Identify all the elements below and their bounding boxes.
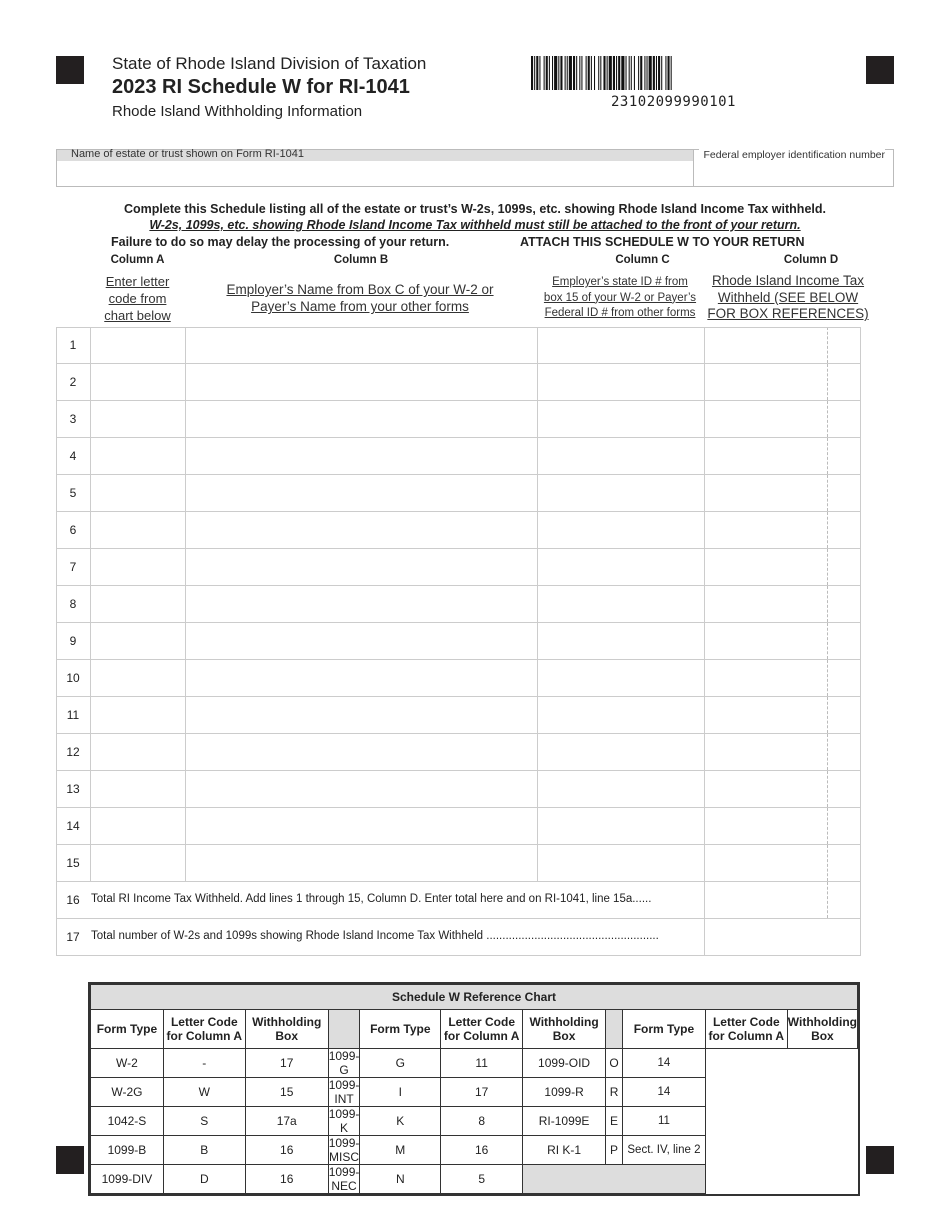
column-b-input[interactable] (185, 438, 537, 474)
line-number: 6 (69, 523, 77, 537)
column-b-description: Employer’s Name from Box C of your W-2 or Payer’s Name from your other forms (226, 282, 494, 314)
column-c-input[interactable] (537, 475, 704, 511)
line-16 (56, 882, 861, 919)
ref-withholding-box: 16 (245, 1136, 328, 1165)
ref-letter-code: S (163, 1107, 245, 1136)
ref-letter-code: G (360, 1049, 441, 1078)
column-b-input[interactable] (185, 475, 537, 511)
column-d-input[interactable] (704, 401, 861, 437)
line-number: 14 (66, 819, 80, 833)
cents-divider (827, 882, 828, 918)
schedule-line (56, 364, 861, 401)
ref-withholding-box: 16 (441, 1136, 523, 1165)
column-a-input[interactable] (90, 549, 185, 585)
schedule-line (56, 512, 861, 549)
column-c-input[interactable] (537, 549, 704, 585)
form-subtitle: Rhode Island Withholding Information (112, 103, 363, 120)
schedule-line (56, 660, 861, 697)
ref-letter-code: R (606, 1078, 623, 1107)
fein-label: Federal employer identification number (699, 149, 885, 161)
column-c-input[interactable] (537, 660, 704, 696)
column-a-input[interactable] (90, 771, 185, 807)
schedule-line (56, 734, 861, 771)
barcode-number: 23102099990101 (610, 94, 736, 110)
line-number: 5 (69, 486, 77, 500)
ref-header-form-type: Form Type (91, 1010, 164, 1049)
ref-withholding-box: 5 (441, 1165, 523, 1194)
ref-form-type: 1099-K (328, 1107, 360, 1135)
column-a-input[interactable] (90, 512, 185, 548)
line-16-total-input[interactable] (704, 882, 861, 918)
column-d-head: Column D (783, 254, 839, 266)
cents-divider (827, 734, 828, 770)
ref-form-type: RI-1099E (523, 1107, 606, 1136)
column-d-input[interactable] (704, 512, 861, 548)
line-number: 16 (66, 893, 80, 907)
column-a-input[interactable] (90, 697, 185, 733)
ref-form-type: W-2 (91, 1049, 164, 1078)
registration-mark-bottom-left (56, 1146, 84, 1174)
cents-divider (827, 549, 828, 585)
column-b-head: Column B (333, 254, 389, 266)
ref-letter-code: W (163, 1078, 245, 1107)
column-d-input[interactable] (704, 697, 861, 733)
ref-withholding-box: 11 (623, 1107, 706, 1136)
name-label: Name of estate or trust shown on Form RI-1041 (71, 148, 304, 160)
instruction-line-1: Complete this Schedule listing all of the estate or trust’s W-2s, 1099s, etc. showing Rhode Island Income Tax withheld. (124, 202, 826, 216)
column-c-input[interactable] (537, 327, 704, 363)
column-a-head: Column A (110, 254, 165, 266)
schedule-line (56, 697, 861, 734)
column-d-input[interactable] (704, 475, 861, 511)
ref-letter-code: O (606, 1049, 623, 1078)
column-a-input[interactable] (90, 734, 185, 770)
line-number: 9 (69, 634, 77, 648)
column-a-input[interactable] (90, 475, 185, 511)
line-number: 11 (66, 708, 80, 722)
column-b-input[interactable] (185, 623, 537, 659)
column-d-description: Rhode Island Income Tax Withheld (SEE BELOW FOR BOX REFERENCES) (707, 273, 869, 321)
cents-divider (827, 586, 828, 622)
column-a-input[interactable] (90, 845, 185, 881)
column-c-input[interactable] (537, 512, 704, 548)
reference-row (91, 1165, 858, 1194)
schedule-line (56, 401, 861, 438)
column-c-head: Column C (615, 254, 670, 266)
column-b-input[interactable] (185, 697, 537, 733)
cents-divider (827, 845, 828, 881)
column-b-input[interactable] (185, 549, 537, 585)
line-number: 7 (69, 560, 77, 574)
ref-letter-code: P (606, 1136, 623, 1165)
schedule-line (56, 475, 861, 512)
ref-letter-code: B (163, 1136, 245, 1165)
ref-withholding-box: 14 (623, 1049, 706, 1078)
line-number: 1 (69, 338, 77, 352)
cents-divider (827, 327, 828, 363)
column-b-input[interactable] (185, 401, 537, 437)
ref-withholding-box: 17 (245, 1049, 328, 1078)
schedule-line (56, 586, 861, 623)
column-c-input[interactable] (537, 438, 704, 474)
ref-letter-code: E (606, 1107, 623, 1136)
column-d-input[interactable] (704, 808, 861, 844)
column-d-input[interactable] (704, 364, 861, 400)
reference-row (91, 1107, 858, 1136)
barcode (531, 56, 816, 90)
ref-withholding-box: 17a (245, 1107, 328, 1136)
ref-letter-code: K (360, 1107, 441, 1136)
line-number: 17 (66, 930, 80, 944)
column-c-description: Employer’s state ID # from box 15 of your W-2 or Payer’s Federal ID # from other forms (543, 276, 697, 319)
line-number: 15 (66, 856, 80, 870)
column-d-input[interactable] (704, 734, 861, 770)
column-d-input[interactable] (704, 327, 861, 363)
line-16-text: Total RI Income Tax Withheld. Add lines 1 through 15, Column D. Enter total here and on RI-1041, line 15a...... (91, 893, 652, 905)
ref-form-type: 1099-NEC (328, 1165, 360, 1193)
schedule-line (56, 327, 861, 364)
instruction-line-2: W-2s, 1099s, etc. showing Rhode Island Income Tax withheld must still be attached to the front of your return. (149, 218, 801, 232)
schedule-line (56, 771, 861, 808)
name-fein-box (56, 149, 894, 187)
column-d-input[interactable] (704, 549, 861, 585)
ref-form-type: 1099-INT (328, 1078, 360, 1106)
column-b-input[interactable] (185, 808, 537, 844)
instruction-line-3: Failure to do so may delay the processing of your return. (111, 235, 450, 249)
line-17-count-input[interactable] (704, 919, 861, 955)
column-a-input[interactable] (90, 401, 185, 437)
ref-header-letter-code: Letter Code for Column A (441, 1010, 523, 1049)
column-b-input[interactable] (185, 327, 537, 363)
column-a-input[interactable] (90, 660, 185, 696)
name-input[interactable] (57, 161, 693, 187)
column-d-input[interactable] (704, 845, 861, 881)
ref-form-type: 1099-R (523, 1078, 606, 1107)
cents-divider (827, 438, 828, 474)
line-17-text: Total number of W-2s and 1099s showing Rhode Island Income Tax Withheld ...................................................... (91, 930, 659, 942)
ref-letter-code: D (163, 1165, 245, 1194)
cents-divider (827, 771, 828, 807)
ref-form-type: 1099-MISC (328, 1136, 360, 1164)
ref-header-form-type: Form Type (360, 1010, 441, 1049)
agency-name: State of Rhode Island Division of Taxation (112, 54, 427, 73)
registration-mark-top-left (56, 56, 84, 84)
attach-notice: ATTACH THIS SCHEDULE W TO YOUR RETURN (520, 235, 805, 249)
ref-letter-code: I (360, 1078, 441, 1107)
column-d-input[interactable] (704, 623, 861, 659)
cents-divider (827, 623, 828, 659)
ref-empty-cell (523, 1165, 706, 1194)
column-c-input[interactable] (537, 623, 704, 659)
schedule-line (56, 438, 861, 475)
ref-letter-code: N (360, 1165, 441, 1194)
column-c-input[interactable] (537, 771, 704, 807)
schedule-line (56, 549, 861, 586)
column-c-input[interactable] (537, 586, 704, 622)
form-title: 2023 RI Schedule W for RI-1041 (112, 76, 410, 98)
column-b-input[interactable] (185, 845, 537, 881)
ref-withholding-box: 14 (623, 1078, 706, 1107)
fein-input[interactable] (694, 161, 893, 187)
column-b-input[interactable] (185, 771, 537, 807)
ref-form-type: RI K-1 (523, 1136, 606, 1165)
line-number: 3 (69, 412, 77, 426)
schedule-line (56, 623, 861, 660)
registration-mark-top-right (866, 56, 894, 84)
line-17 (56, 919, 861, 956)
column-b-input[interactable] (185, 364, 537, 400)
column-a-input[interactable] (90, 364, 185, 400)
cents-divider (827, 808, 828, 844)
column-a-input[interactable] (90, 438, 185, 474)
line-number: 2 (69, 375, 77, 389)
ref-letter-code: - (163, 1049, 245, 1078)
column-d-input[interactable] (704, 438, 861, 474)
ref-form-type: 1042-S (91, 1107, 164, 1136)
column-a-input[interactable] (90, 586, 185, 622)
reference-row (91, 1049, 858, 1078)
reference-row (91, 1136, 858, 1165)
column-c-input[interactable] (537, 401, 704, 437)
cents-divider (827, 364, 828, 400)
line-number: 10 (66, 671, 80, 685)
cents-divider (827, 697, 828, 733)
ref-header-withholding-box: Withholding Box (787, 1010, 857, 1049)
ref-header-withholding-box: Withholding Box (245, 1010, 328, 1049)
column-c-input[interactable] (537, 697, 704, 733)
ref-withholding-box: 8 (441, 1107, 523, 1136)
schedule-line (56, 845, 861, 882)
column-a-input[interactable] (90, 327, 185, 363)
reference-chart (88, 982, 860, 1196)
column-b-input[interactable] (185, 734, 537, 770)
line-number-divider (90, 327, 91, 882)
reference-row (91, 1078, 858, 1107)
ref-header-withholding-box: Withholding Box (523, 1010, 606, 1049)
column-c-input[interactable] (537, 364, 704, 400)
cents-divider (827, 660, 828, 696)
ref-withholding-box: 11 (441, 1049, 523, 1078)
ref-form-type: 1099-DIV (91, 1165, 164, 1194)
column-b-input[interactable] (185, 512, 537, 548)
line-number: 4 (69, 449, 77, 463)
column-d-input[interactable] (704, 771, 861, 807)
reference-chart-title: Schedule W Reference Chart (91, 985, 858, 1010)
ref-header-letter-code: Letter Code for Column A (163, 1010, 245, 1049)
ref-withholding-box: Sect. IV, line 2 (623, 1136, 706, 1165)
column-a-input[interactable] (90, 623, 185, 659)
ref-form-type: W-2G (91, 1078, 164, 1107)
column-c-input[interactable] (537, 734, 704, 770)
ref-header-form-type: Form Type (623, 1010, 706, 1049)
column-b-input[interactable] (185, 586, 537, 622)
cents-divider (827, 475, 828, 511)
ref-withholding-box: 15 (245, 1078, 328, 1107)
column-d-input[interactable] (704, 586, 861, 622)
column-c-input[interactable] (537, 808, 704, 844)
column-a-input[interactable] (90, 808, 185, 844)
line-number: 8 (69, 597, 77, 611)
cents-divider (827, 512, 828, 548)
ref-header-letter-code: Letter Code for Column A (705, 1010, 787, 1049)
ref-letter-code: M (360, 1136, 441, 1165)
line-number: 13 (66, 782, 80, 796)
column-c-input[interactable] (537, 845, 704, 881)
ref-form-type: 1099-B (91, 1136, 164, 1165)
column-a-description: Enter letter code from chart below (104, 274, 171, 323)
ref-withholding-box: 16 (245, 1165, 328, 1194)
ref-form-type: 1099-OID (523, 1049, 606, 1078)
registration-mark-bottom-right (866, 1146, 894, 1174)
line-number: 12 (66, 745, 80, 759)
ref-withholding-box: 17 (441, 1078, 523, 1107)
ref-form-type: 1099-G (328, 1049, 360, 1077)
column-b-input[interactable] (185, 660, 537, 696)
schedule-line (56, 808, 861, 845)
cents-divider (827, 401, 828, 437)
column-d-input[interactable] (704, 660, 861, 696)
